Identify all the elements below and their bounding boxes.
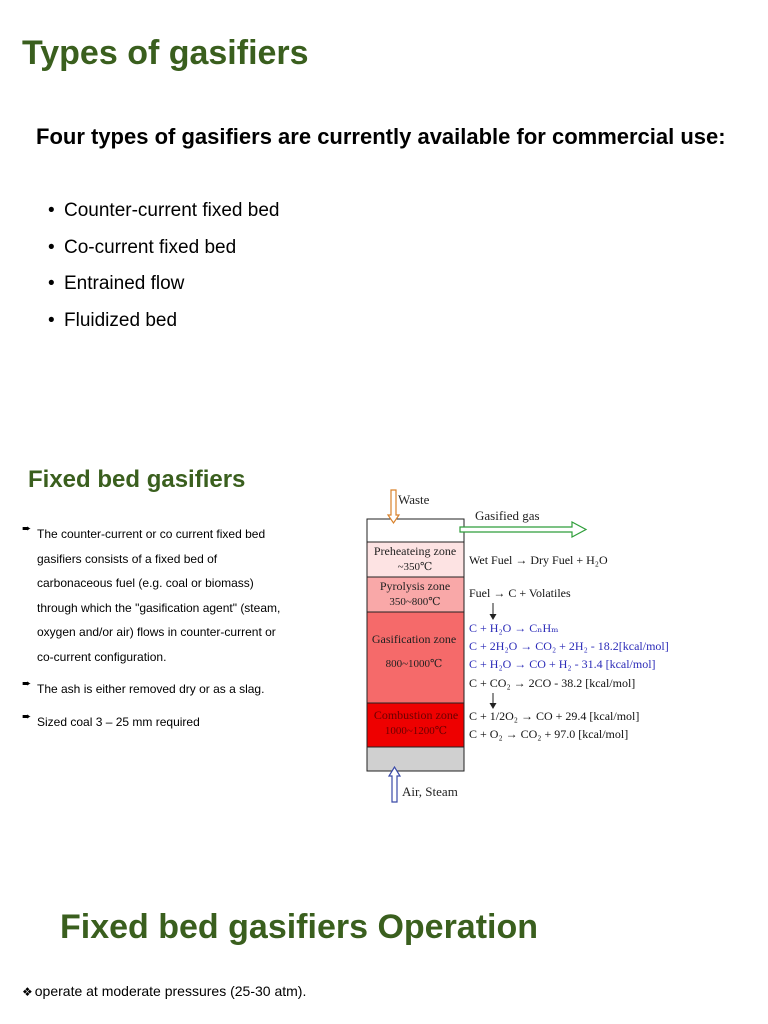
paragraph-text: The ash is either removed dry or as a slag. xyxy=(37,682,265,696)
bullet-icon: • xyxy=(48,273,55,294)
section-title: Fixed bed gasifiers xyxy=(28,466,246,493)
reaction-gasification: C + H₂O → CₙHₘ xyxy=(469,621,559,635)
zone-temp: 1000~1200℃ xyxy=(384,725,448,737)
section-title: Fixed bed gasifiers Operation xyxy=(60,908,539,946)
arrow-bullet-icon: ➨ xyxy=(22,678,32,690)
reaction-preheat: Wet Fuel → Dry Fuel + H₂O xyxy=(469,553,608,567)
arrow-bullet-icon: ➨ xyxy=(22,711,32,723)
reaction-gasification: C + 2H₂O → CO₂ + 2H₂ - 18.2[kcal/mol] xyxy=(469,639,669,653)
gasified-gas-arrow-icon xyxy=(460,522,586,537)
reaction-combustion: C + 1/2O₂ → CO + 29.4 [kcal/mol] xyxy=(469,709,640,723)
zone-label: Preheateing zone xyxy=(373,544,457,558)
paragraph-text: The counter-current or co current fixed bed gasifiers consists of a fixed bed of carbonaceous fuel (e.g. coal or biomass) through which the "gasification agent" (steam, oxygen and/or air) flows in counter-current or co-current configuration. xyxy=(37,527,281,664)
zone-label: Gasification zone xyxy=(371,632,457,646)
zone-label: Pyrolysis zone xyxy=(379,579,451,593)
reaction-gasification: C + H₂O → CO + H₂ - 31.4 [kcal/mol] xyxy=(469,657,656,671)
down-arrow-icon xyxy=(490,693,497,709)
list-item-label: Counter-current fixed bed xyxy=(64,200,280,221)
reaction-combustion: C + O₂ → CO₂ + 97.0 [kcal/mol] xyxy=(469,727,629,741)
bullet-icon: • xyxy=(48,310,55,331)
list-item-label: Entrained flow xyxy=(64,273,185,294)
zone-temp: 350~800℃ xyxy=(389,596,441,608)
list-item-label: operate at moderate pressures (25-30 atm). xyxy=(34,983,307,999)
ash-zone xyxy=(367,747,464,771)
zone-label: Combustion zone xyxy=(373,708,459,722)
diamond-bullet-icon: ❖ xyxy=(22,985,33,999)
waste-label: Waste xyxy=(398,492,430,507)
reaction-gasification: C + CO₂ → 2CO - 38.2 [kcal/mol] xyxy=(469,676,636,690)
reaction-pyrolysis: Fuel → C + Volatiles xyxy=(469,586,571,600)
down-arrow-icon xyxy=(490,603,497,620)
list-item-label: Fluidized bed xyxy=(64,310,178,331)
top-empty-zone xyxy=(367,519,464,542)
bullet-icon: • xyxy=(48,237,55,258)
list-item xyxy=(22,983,306,999)
air-steam-label: Air, Steam xyxy=(402,784,458,799)
arrow-bullet-icon: ➨ xyxy=(22,523,32,535)
intro-text: Four types of gasifiers are currently available for commercial use: xyxy=(36,124,726,149)
list-item-label: Co-current fixed bed xyxy=(64,237,237,258)
bullet-icon: • xyxy=(48,200,55,221)
zone-temp: 800~1000℃ xyxy=(385,658,443,670)
air-steam-arrow-icon xyxy=(389,767,400,802)
gasified-gas-label: Gasified gas xyxy=(475,508,540,523)
zone-temp: ~350℃ xyxy=(397,561,433,573)
page-title: Types of gasifiers xyxy=(22,34,309,72)
paragraph-text: Sized coal 3 – 25 mm required xyxy=(37,715,200,729)
